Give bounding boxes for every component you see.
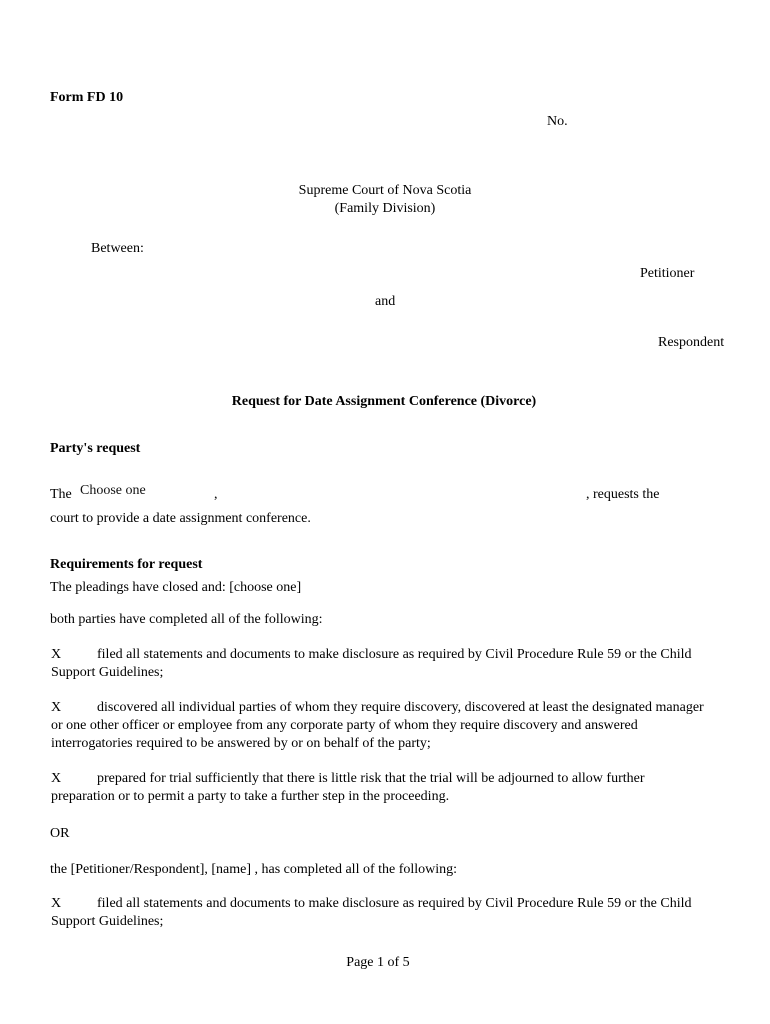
- petitioner-label: Petitioner: [640, 266, 695, 281]
- checkmark-x: X: [51, 647, 62, 662]
- checkmark-x: X: [51, 771, 62, 786]
- list-item: X filed all statements and documents to make disclosure as required by Civil Procedure Rule 59 or the Child Support Guidelines;: [51, 896, 692, 929]
- request-line-2: court to provide a date assignment conference.: [50, 511, 311, 526]
- respondent-label: Respondent: [658, 335, 725, 350]
- list-item: X filed all statements and documents to make disclosure as required by Civil Procedure Rule 59 or the Child Support Guidelines;: [51, 647, 692, 680]
- requirements-heading: Requirements for request: [50, 557, 203, 572]
- between-label: Between:: [91, 241, 144, 256]
- court-file-number-label: No.: [547, 114, 568, 129]
- court-division: (Family Division): [334, 201, 436, 216]
- form-id: Form FD 10: [50, 90, 124, 105]
- list-item: X discovered all individual parties of whom they require discovery, discovered at least the designated manager or one other officer or employee from any corporate party of whom they require discovery and answered interrogatories required to be answered by or on behalf of the party;: [51, 700, 704, 751]
- party-choose-dropdown[interactable]: Choose one: [80, 483, 146, 498]
- party-name-field[interactable]: [228, 482, 578, 500]
- checkmark-x: X: [51, 700, 62, 715]
- requests-the-text: , requests the: [586, 487, 660, 502]
- the-word: The: [50, 487, 72, 502]
- single-party-text: the [Petitioner/Respondent], [name] , has completed all of the following:: [50, 862, 458, 877]
- both-parties-text: both parties have completed all of the following:: [50, 612, 323, 627]
- list-item: X prepared for trial sufficiently that there is little risk that the trial will be adjourned to allow further preparation or to permit a party to take a further step in the proceeding.: [51, 771, 645, 804]
- checkmark-x: X: [51, 896, 62, 911]
- page-number: Page 1 of 5: [346, 955, 410, 970]
- court-name: Supreme Court of Nova Scotia: [298, 183, 472, 198]
- or-separator: OR: [50, 826, 70, 841]
- document-title: Request for Date Assignment Conference (Divorce): [231, 394, 537, 409]
- party-request-heading: Party's request: [50, 441, 141, 456]
- comma: ,: [214, 487, 218, 502]
- and-label: and: [375, 294, 396, 309]
- requirements-intro: The pleadings have closed and: [choose one]: [50, 580, 302, 595]
